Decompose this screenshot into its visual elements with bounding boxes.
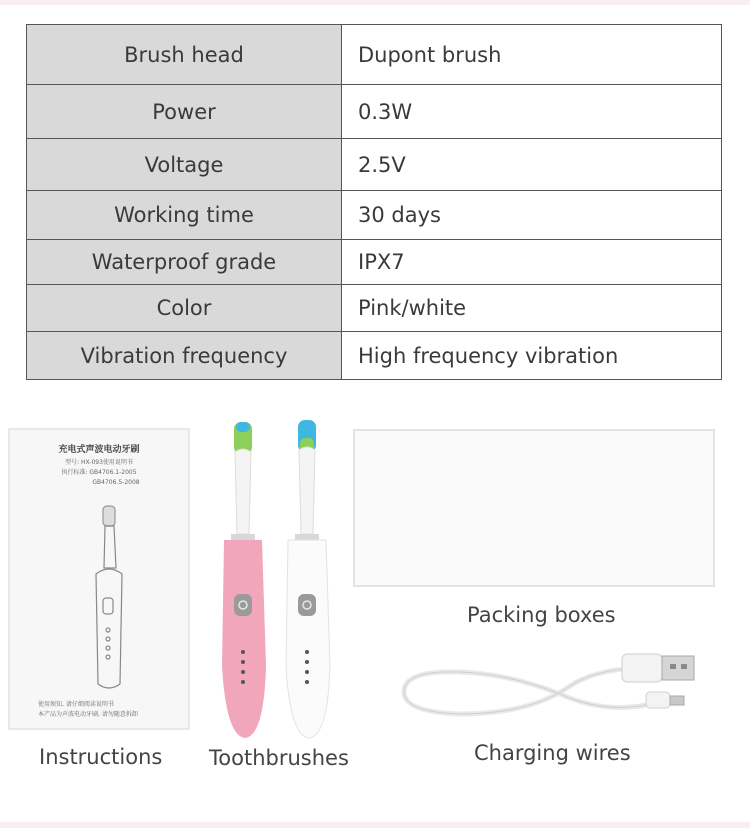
spec-row-vibration	[27, 332, 722, 380]
spec-row-brush-head	[27, 25, 722, 85]
spec-value: IPX7	[342, 240, 722, 285]
manual-line: 型号: HX-093使用说明书	[65, 459, 133, 466]
spec-label: Voltage	[27, 139, 342, 191]
caption-instructions: Instructions	[39, 745, 163, 769]
caption-charging-wires: Charging wires	[474, 741, 631, 765]
caption-packing-boxes: Packing boxes	[467, 603, 616, 627]
spec-value: 30 days	[342, 191, 722, 240]
spec-value: 0.3W	[342, 85, 722, 139]
spec-label: Color	[27, 285, 342, 332]
top-pink-band	[0, 0, 750, 5]
spec-row-working-time	[27, 191, 722, 240]
spec-value: 2.5V	[342, 139, 722, 191]
pink-toothbrush	[222, 422, 266, 738]
spec-row-color	[27, 285, 722, 332]
manual-line: GB4706.5-2008	[92, 479, 140, 486]
manual-line: 执行标准: GB4706.1-2005	[61, 469, 137, 476]
spec-table	[26, 24, 722, 380]
spec-row-waterproof	[27, 240, 722, 285]
manual-title: 充电式声波电动牙刷	[58, 445, 140, 455]
white-toothbrush	[286, 420, 330, 738]
spec-label: Brush head	[27, 25, 342, 85]
spec-value: Pink/white	[342, 285, 722, 332]
manual-footer-line: 使用须知, 请仔细阅读说明书	[38, 701, 114, 708]
spec-row-power	[27, 85, 722, 139]
bottom-pink-band	[0, 822, 750, 828]
spec-value: Dupont brush	[342, 25, 722, 85]
caption-toothbrushes: Toothbrushes	[209, 746, 349, 770]
charging-wire-image	[400, 636, 700, 736]
instruction-manual-image	[8, 428, 190, 730]
spec-label: Power	[27, 85, 342, 139]
spec-row-voltage	[27, 139, 722, 191]
manual-footer-line: 本产品为声波电动牙刷, 请勿随意拆卸	[38, 711, 138, 718]
packing-box-image	[352, 428, 716, 590]
spec-label: Waterproof grade	[27, 240, 342, 285]
spec-label: Vibration frequency	[27, 332, 342, 380]
spec-value: High frequency vibration	[342, 332, 722, 380]
toothbrushes-image	[214, 416, 344, 740]
spec-label: Working time	[27, 191, 342, 240]
